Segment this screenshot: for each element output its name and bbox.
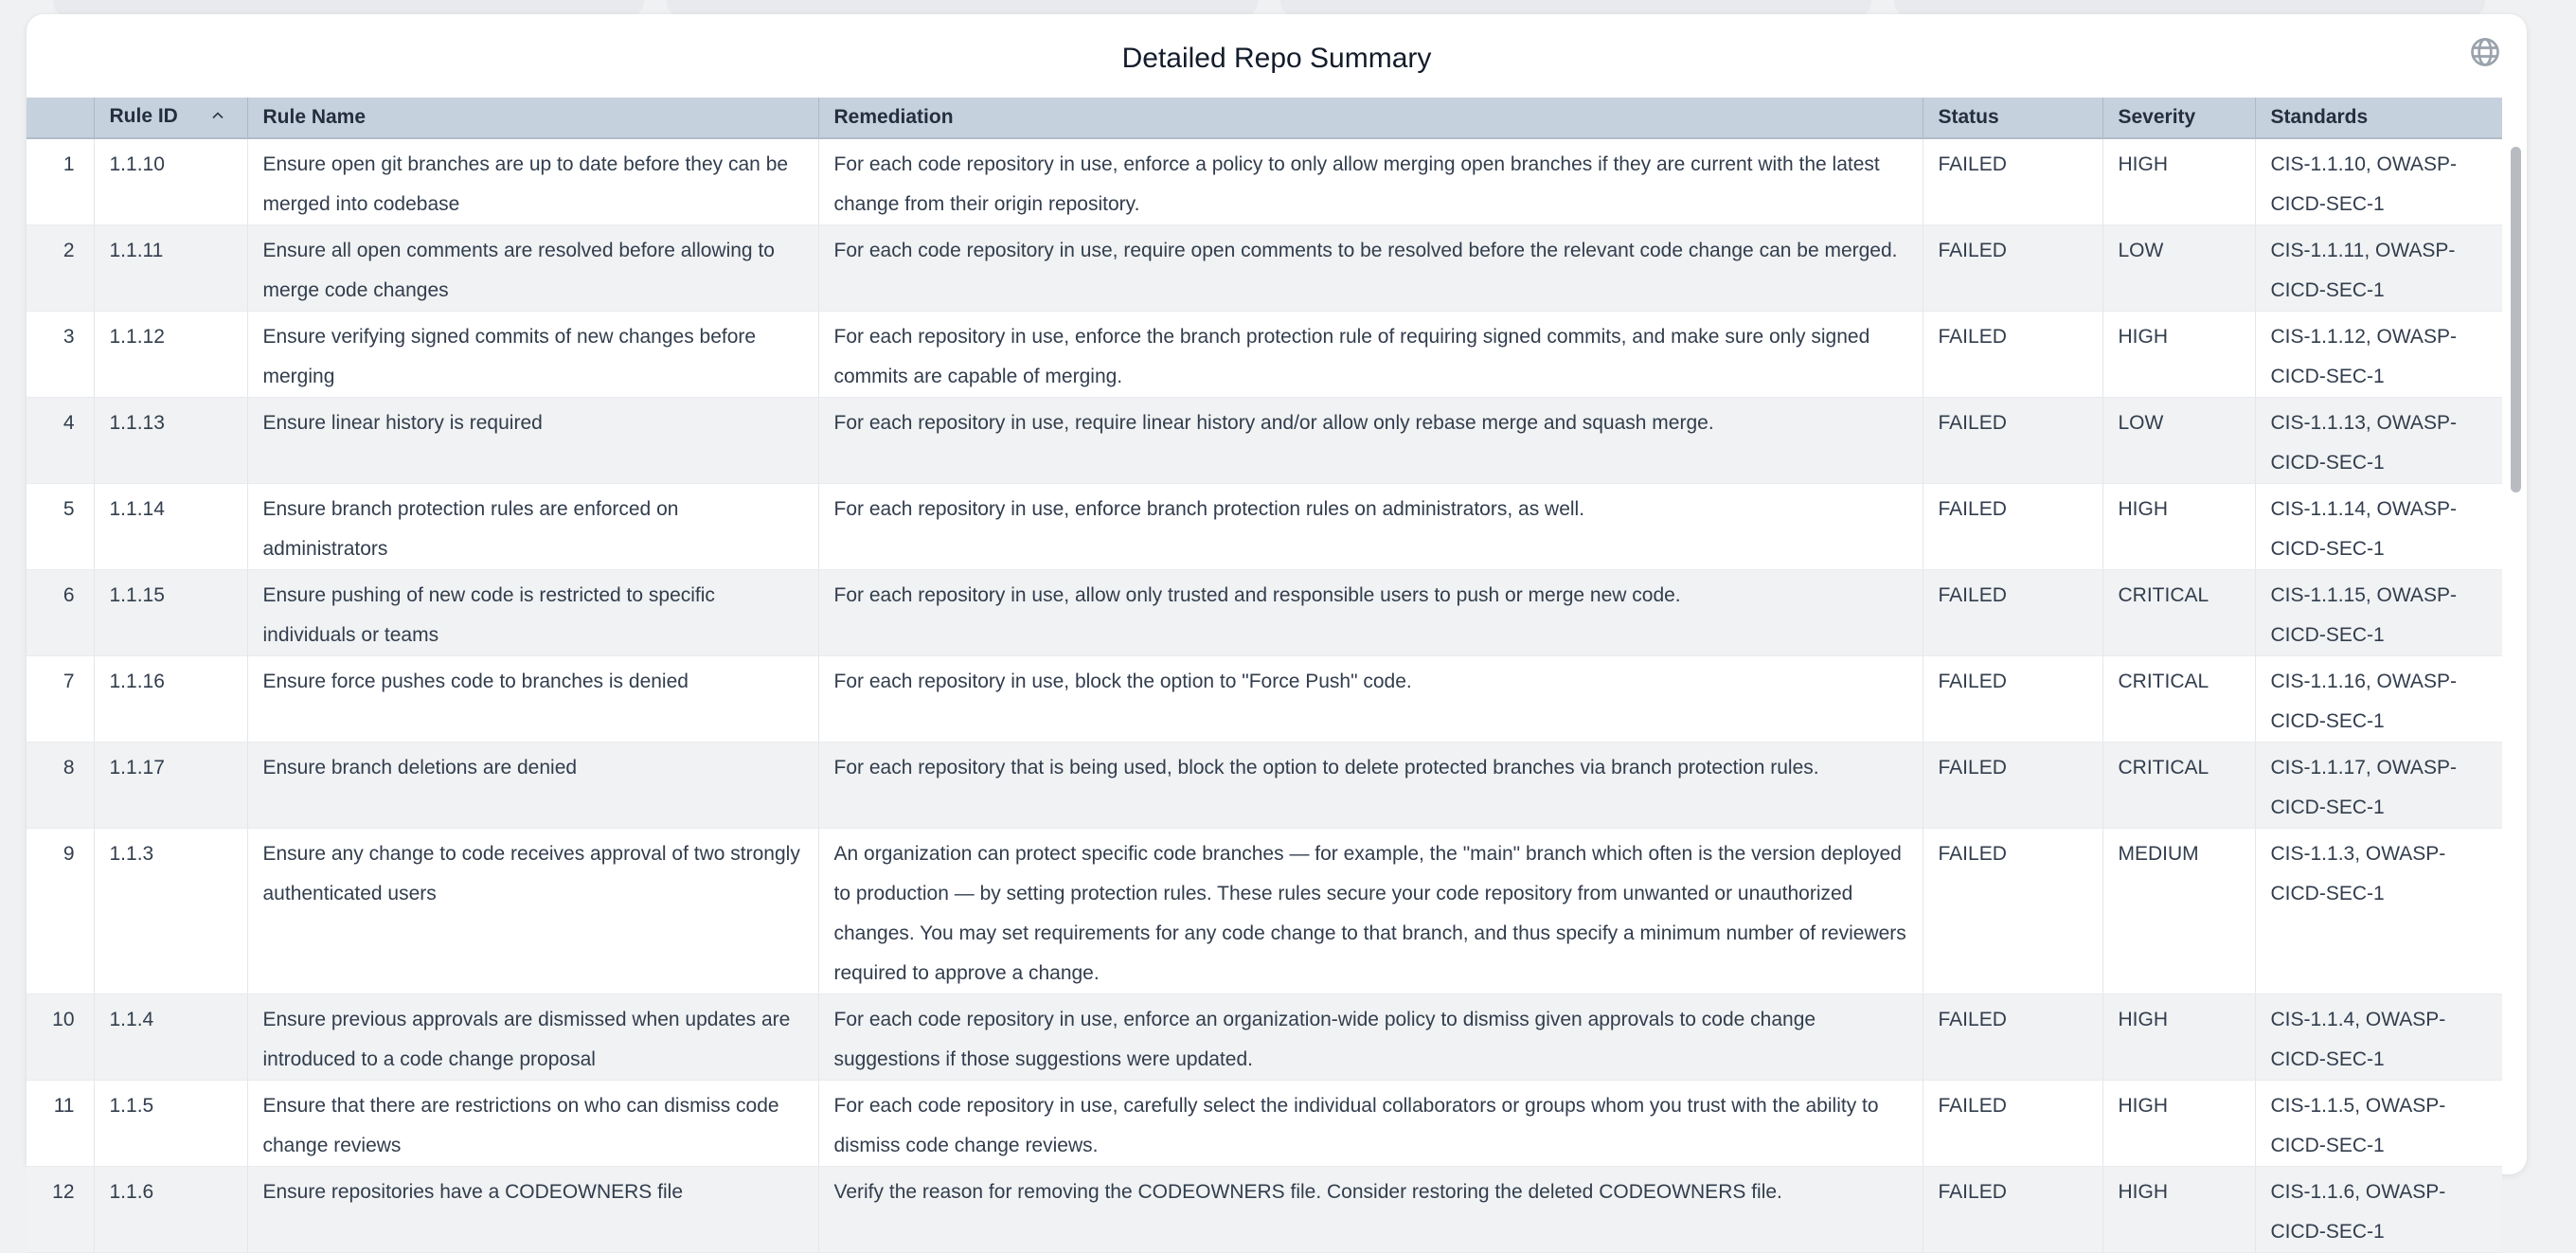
cell-standards: CIS-1.1.11, OWASP-CICD-SEC-1 <box>2255 225 2502 312</box>
cell-severity: CRITICAL <box>2102 656 2255 743</box>
cell-rule-name: Ensure previous approvals are dismissed when updates are introduced to a code change proposal <box>247 994 818 1081</box>
column-header-rule-id[interactable]: Rule ID <box>94 98 247 138</box>
cell-standards: CIS-1.1.6, OWASP-CICD-SEC-1 <box>2255 1167 2502 1253</box>
cell-severity: LOW <box>2102 225 2255 312</box>
column-header-rule-name[interactable]: Rule Name <box>247 98 818 138</box>
table-row <box>27 1081 2502 1167</box>
cell-status: FAILED <box>1923 138 2102 225</box>
sort-ascending-icon[interactable] <box>208 108 227 130</box>
globe-icon <box>2468 35 2502 69</box>
cell-rule-id: 1.1.4 <box>94 994 247 1081</box>
cell-standards: CIS-1.1.14, OWASP-CICD-SEC-1 <box>2255 484 2502 570</box>
table-row <box>27 743 2502 829</box>
column-header-index <box>27 98 94 138</box>
cell-remediation: For each code repository in use, enforce an organization-wide policy to dismiss given approvals to code change suggestions if those suggestions were updated. <box>818 994 1923 1081</box>
table-row <box>27 570 2502 656</box>
cell-remediation: For each repository in use, require linear history and/or allow only rebase merge and squash merge. <box>818 398 1923 484</box>
cell-rule-name: Ensure any change to code receives approval of two strongly authenticated users <box>247 829 818 994</box>
cell-rule-name: Ensure verifying signed commits of new changes before merging <box>247 312 818 398</box>
cell-row-number: 5 <box>27 484 94 570</box>
cell-rule-name: Ensure branch deletions are denied <box>247 743 818 829</box>
cell-rule-id: 1.1.11 <box>94 225 247 312</box>
vertical-scrollbar-thumb[interactable] <box>2511 147 2521 492</box>
cell-rule-name: Ensure repositories have a CODEOWNERS file <box>247 1167 818 1253</box>
table-row <box>27 225 2502 312</box>
cell-row-number: 8 <box>27 743 94 829</box>
table-row <box>27 312 2502 398</box>
cell-rule-name: Ensure branch protection rules are enforced on administrators <box>247 484 818 570</box>
cell-status: FAILED <box>1923 484 2102 570</box>
cell-status: FAILED <box>1923 398 2102 484</box>
cell-severity: HIGH <box>2102 1081 2255 1167</box>
cell-remediation: For each repository in use, allow only trusted and responsible users to push or merge new code. <box>818 570 1923 656</box>
cell-severity: HIGH <box>2102 138 2255 225</box>
cell-severity: HIGH <box>2102 312 2255 398</box>
cell-rule-id: 1.1.10 <box>94 138 247 225</box>
cell-remediation: For each repository that is being used, block the option to delete protected branches via branch protection rules. <box>818 743 1923 829</box>
cell-remediation: For each code repository in use, carefully select the individual collaborators or groups whom you trust with the ability to dismiss code change reviews. <box>818 1081 1923 1167</box>
cell-severity: CRITICAL <box>2102 743 2255 829</box>
table-row <box>27 656 2502 743</box>
cell-severity: HIGH <box>2102 1167 2255 1253</box>
cell-row-number: 6 <box>27 570 94 656</box>
cell-rule-id: 1.1.12 <box>94 312 247 398</box>
cell-remediation: For each repository in use, enforce branch protection rules on administrators, as well. <box>818 484 1923 570</box>
table-row <box>27 994 2502 1081</box>
cell-rule-id: 1.1.15 <box>94 570 247 656</box>
cell-status: FAILED <box>1923 225 2102 312</box>
cell-remediation: Verify the reason for removing the CODEOWNERS file. Consider restoring the deleted CODEOWNERS file. <box>818 1167 1923 1253</box>
cell-standards: CIS-1.1.15, OWASP-CICD-SEC-1 <box>2255 570 2502 656</box>
cell-standards: CIS-1.1.13, OWASP-CICD-SEC-1 <box>2255 398 2502 484</box>
table-row <box>27 398 2502 484</box>
cell-status: FAILED <box>1923 1167 2102 1253</box>
cell-rule-name: Ensure all open comments are resolved before allowing to merge code changes <box>247 225 818 312</box>
column-header-standards[interactable]: Standards <box>2255 98 2502 138</box>
cell-status: FAILED <box>1923 994 2102 1081</box>
cell-severity: CRITICAL <box>2102 570 2255 656</box>
detailed-repo-summary-card <box>27 14 2527 1243</box>
cell-status: FAILED <box>1923 743 2102 829</box>
cell-rule-name: Ensure pushing of new code is restricted to specific individuals or teams <box>247 570 818 656</box>
column-header-severity[interactable]: Severity <box>2102 98 2255 138</box>
cell-rule-name: Ensure that there are restrictions on who can dismiss code change reviews <box>247 1081 818 1167</box>
page-title: Detailed Repo Summary <box>1121 43 1432 74</box>
cell-status: FAILED <box>1923 829 2102 994</box>
table-header-row <box>27 98 2502 138</box>
cell-rule-id: 1.1.16 <box>94 656 247 743</box>
cell-remediation: An organization can protect specific code branches — for example, the "main" branch which often is the version deployed to production — by setting protection rules. These rules secure your code repository from unwanted or unauthorized changes. You may set requirements for any code change to that branch, and thus specify a minimum number of reviewers required to approve a change. <box>818 829 1923 994</box>
cell-status: FAILED <box>1923 1081 2102 1167</box>
cell-rule-id: 1.1.3 <box>94 829 247 994</box>
cell-rule-id: 1.1.13 <box>94 398 247 484</box>
cell-row-number: 12 <box>27 1167 94 1253</box>
cell-rule-id: 1.1.14 <box>94 484 247 570</box>
cell-rule-id: 1.1.5 <box>94 1081 247 1167</box>
cell-row-number: 11 <box>27 1081 94 1167</box>
cell-standards: CIS-1.1.5, OWASP-CICD-SEC-1 <box>2255 1081 2502 1167</box>
cell-rule-name: Ensure open git branches are up to date before they can be merged into codebase <box>247 138 818 225</box>
cell-status: FAILED <box>1923 570 2102 656</box>
cell-row-number: 3 <box>27 312 94 398</box>
cell-remediation: For each code repository in use, require open comments to be resolved before the relevant code change can be merged. <box>818 225 1923 312</box>
globe-button[interactable] <box>2466 33 2504 71</box>
table-row <box>27 829 2502 994</box>
cell-row-number: 10 <box>27 994 94 1081</box>
cell-remediation: For each repository in use, enforce the branch protection rule of requiring signed commits, and make sure only signed commits are capable of merging. <box>818 312 1923 398</box>
cell-standards: CIS-1.1.16, OWASP-CICD-SEC-1 <box>2255 656 2502 743</box>
cell-row-number: 1 <box>27 138 94 225</box>
cell-severity: HIGH <box>2102 484 2255 570</box>
cell-standards: CIS-1.1.10, OWASP-CICD-SEC-1 <box>2255 138 2502 225</box>
cell-rule-name: Ensure force pushes code to branches is denied <box>247 656 818 743</box>
table-row <box>27 484 2502 570</box>
cell-standards: CIS-1.1.17, OWASP-CICD-SEC-1 <box>2255 743 2502 829</box>
cell-status: FAILED <box>1923 312 2102 398</box>
cell-row-number: 9 <box>27 829 94 994</box>
cell-remediation: For each code repository in use, enforce a policy to only allow merging open branches if they are current with the latest change from their origin repository. <box>818 138 1923 225</box>
column-header-status[interactable]: Status <box>1923 98 2102 138</box>
table-row <box>27 138 2502 225</box>
cell-severity: HIGH <box>2102 994 2255 1081</box>
cell-standards: CIS-1.1.12, OWASP-CICD-SEC-1 <box>2255 312 2502 398</box>
cell-remediation: For each repository in use, block the option to "Force Push" code. <box>818 656 1923 743</box>
table-row <box>27 1167 2502 1253</box>
cell-row-number: 2 <box>27 225 94 312</box>
cell-row-number: 7 <box>27 656 94 743</box>
cell-severity: MEDIUM <box>2102 829 2255 994</box>
cell-standards: CIS-1.1.3, OWASP-CICD-SEC-1 <box>2255 829 2502 994</box>
cell-standards: CIS-1.1.4, OWASP-CICD-SEC-1 <box>2255 994 2502 1081</box>
repo-summary-table <box>27 98 2502 1253</box>
cell-status: FAILED <box>1923 656 2102 743</box>
cell-severity: LOW <box>2102 398 2255 484</box>
cell-rule-id: 1.1.17 <box>94 743 247 829</box>
cell-rule-name: Ensure linear history is required <box>247 398 818 484</box>
cell-row-number: 4 <box>27 398 94 484</box>
cell-rule-id: 1.1.6 <box>94 1167 247 1253</box>
column-header-remediation[interactable]: Remediation <box>818 98 1923 138</box>
